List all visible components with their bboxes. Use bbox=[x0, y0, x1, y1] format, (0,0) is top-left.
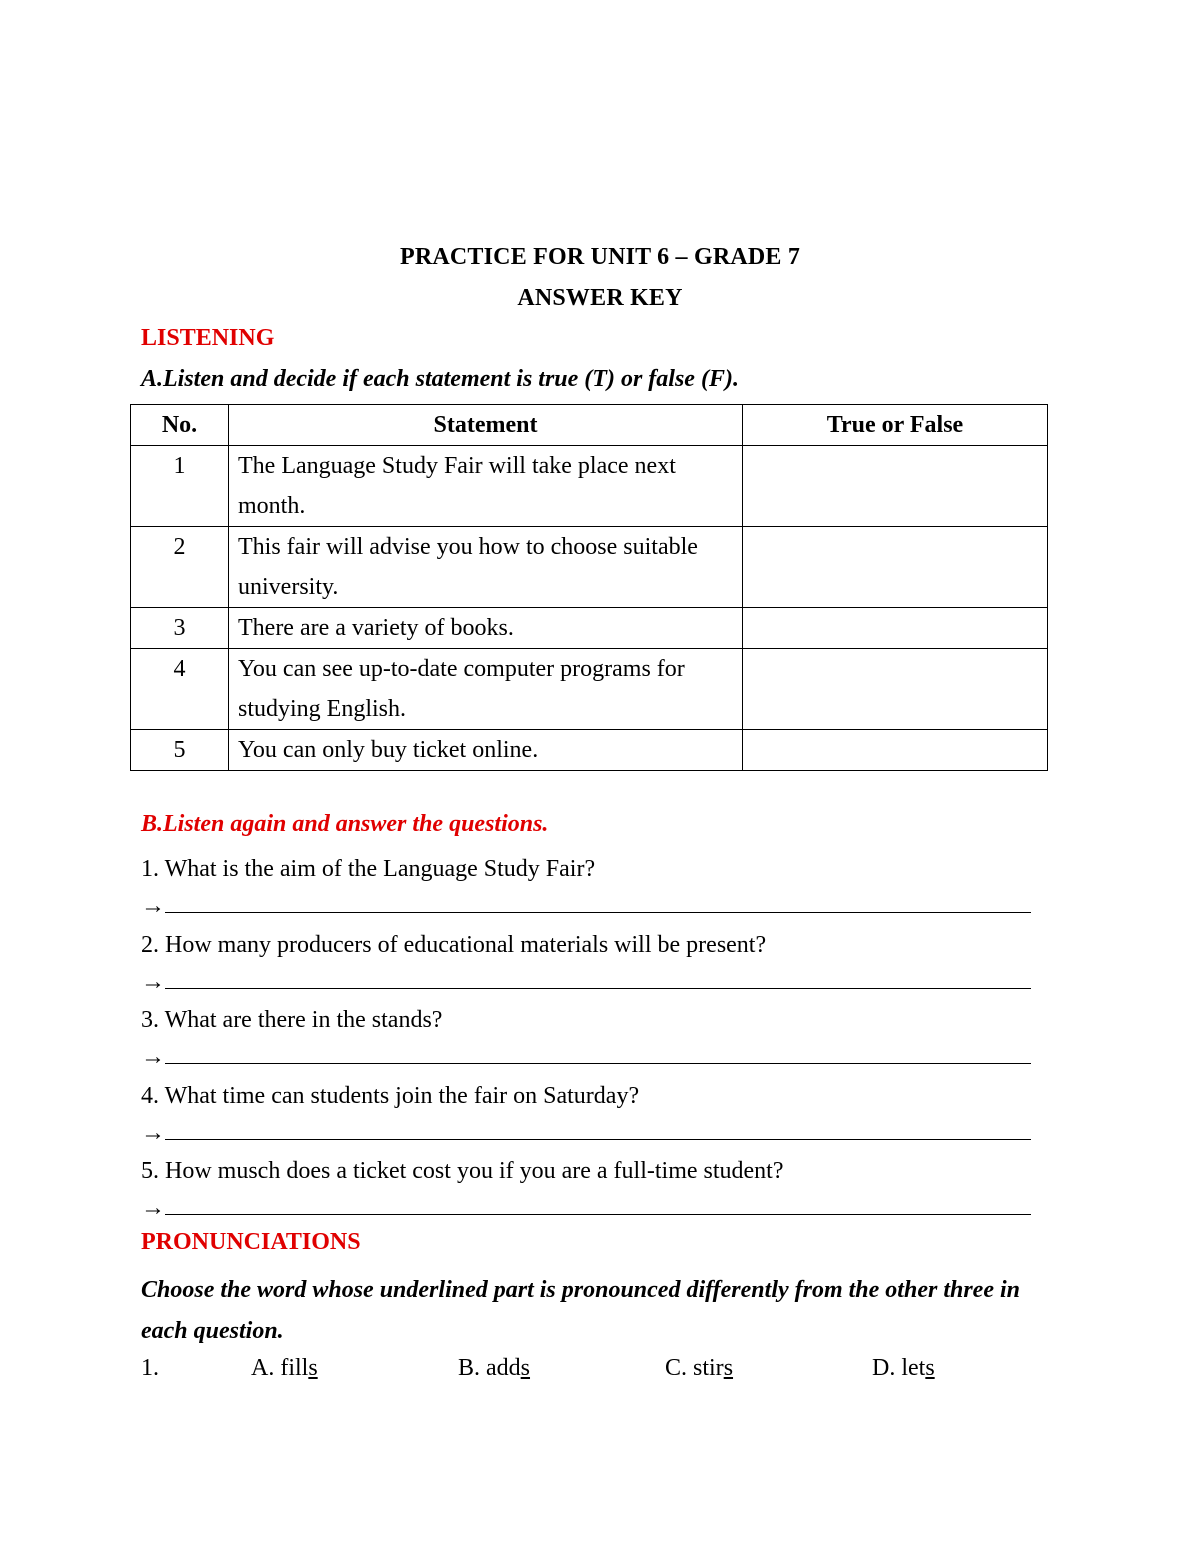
table-row bbox=[131, 527, 1048, 608]
question-text: 4. What time can students join the fair on Saturday? bbox=[141, 1082, 640, 1109]
question-number: 1. bbox=[141, 1355, 159, 1381]
row-number: 5 bbox=[131, 730, 229, 771]
pronunciation-heading: PRONUNCIATIONS bbox=[141, 1229, 361, 1255]
option-text: B. add bbox=[458, 1355, 521, 1381]
row-answer-cell[interactable] bbox=[743, 608, 1048, 649]
row-statement: This fair will advise you how to choose suitable university. bbox=[229, 527, 743, 608]
answer-blank[interactable] bbox=[165, 1037, 1031, 1064]
underlined-part: s bbox=[308, 1355, 318, 1381]
question-item bbox=[141, 1154, 1031, 1230]
arrow-icon: → bbox=[141, 893, 165, 919]
row-number: 2 bbox=[131, 527, 229, 608]
option-text: C. stir bbox=[665, 1355, 724, 1381]
question-text: 1. What is the aim of the Language Study Fair? bbox=[141, 856, 596, 882]
question-item bbox=[141, 852, 1031, 928]
option-a[interactable] bbox=[251, 1355, 318, 1382]
option-b[interactable] bbox=[458, 1355, 530, 1382]
answer-blank[interactable] bbox=[165, 1188, 1031, 1215]
table-row bbox=[131, 446, 1048, 527]
part-a-instruction: A.Listen and decide if each statement is true (T) or false (F). bbox=[141, 366, 739, 392]
option-c[interactable] bbox=[665, 1355, 733, 1382]
option-d[interactable] bbox=[872, 1355, 935, 1382]
row-statement: You can only buy ticket online. bbox=[229, 730, 743, 771]
underlined-part: s bbox=[925, 1355, 935, 1381]
option-text: D. let bbox=[872, 1355, 926, 1381]
arrow-icon: → bbox=[141, 1119, 165, 1146]
part-b-instruction: B.Listen again and answer the questions. bbox=[141, 811, 549, 837]
row-answer-cell[interactable] bbox=[743, 649, 1048, 730]
arrow-icon: → bbox=[141, 968, 165, 995]
question-item bbox=[141, 1079, 1031, 1155]
answer-blank[interactable] bbox=[165, 962, 1031, 989]
row-number: 3 bbox=[131, 608, 229, 649]
page-title: PRACTICE FOR UNIT 6 – GRADE 7 bbox=[399, 244, 801, 270]
underlined-part: s bbox=[520, 1355, 531, 1381]
pronunciation-instruction: Choose the word whose underlined part is pronounced differently from the other three in each question. bbox=[141, 1277, 1020, 1344]
answer-blank[interactable] bbox=[165, 1113, 1031, 1140]
question-text: 3. What are there in the stands? bbox=[141, 1007, 443, 1033]
option-text: A. fill bbox=[251, 1355, 309, 1381]
arrow-icon: → bbox=[141, 1195, 165, 1221]
table-row bbox=[131, 608, 1048, 649]
question-text: 5. How musch does a ticket cost you if you are a full-time student? bbox=[141, 1158, 784, 1184]
true-false-table bbox=[130, 404, 1048, 771]
listening-heading: LISTENING bbox=[141, 325, 275, 351]
arrow-icon: → bbox=[141, 1044, 165, 1070]
row-answer-cell[interactable] bbox=[743, 730, 1048, 771]
row-statement: The Language Study Fair will take place next month. bbox=[229, 446, 743, 527]
row-number: 4 bbox=[131, 649, 229, 730]
table-header-row bbox=[131, 405, 1048, 446]
page-subtitle: ANSWER KEY bbox=[517, 285, 683, 311]
question-list bbox=[141, 852, 1031, 1230]
column-header-no: No. bbox=[131, 405, 229, 446]
table-row bbox=[131, 730, 1048, 771]
question-item bbox=[141, 928, 1031, 1004]
answer-blank[interactable] bbox=[165, 886, 1031, 913]
column-header-true-false: True or False bbox=[743, 405, 1048, 446]
row-statement: You can see up-to-date computer programs for studying English. bbox=[229, 649, 743, 730]
question-text: 2. How many producers of educational materials will be present? bbox=[141, 931, 767, 958]
row-answer-cell[interactable] bbox=[743, 527, 1048, 608]
column-header-statement: Statement bbox=[229, 405, 743, 446]
question-item bbox=[141, 1003, 1031, 1079]
row-number: 1 bbox=[131, 446, 229, 527]
row-answer-cell[interactable] bbox=[743, 446, 1048, 527]
underlined-part: s bbox=[723, 1355, 734, 1381]
row-statement: There are a variety of books. bbox=[229, 608, 743, 649]
table-row bbox=[131, 649, 1048, 730]
